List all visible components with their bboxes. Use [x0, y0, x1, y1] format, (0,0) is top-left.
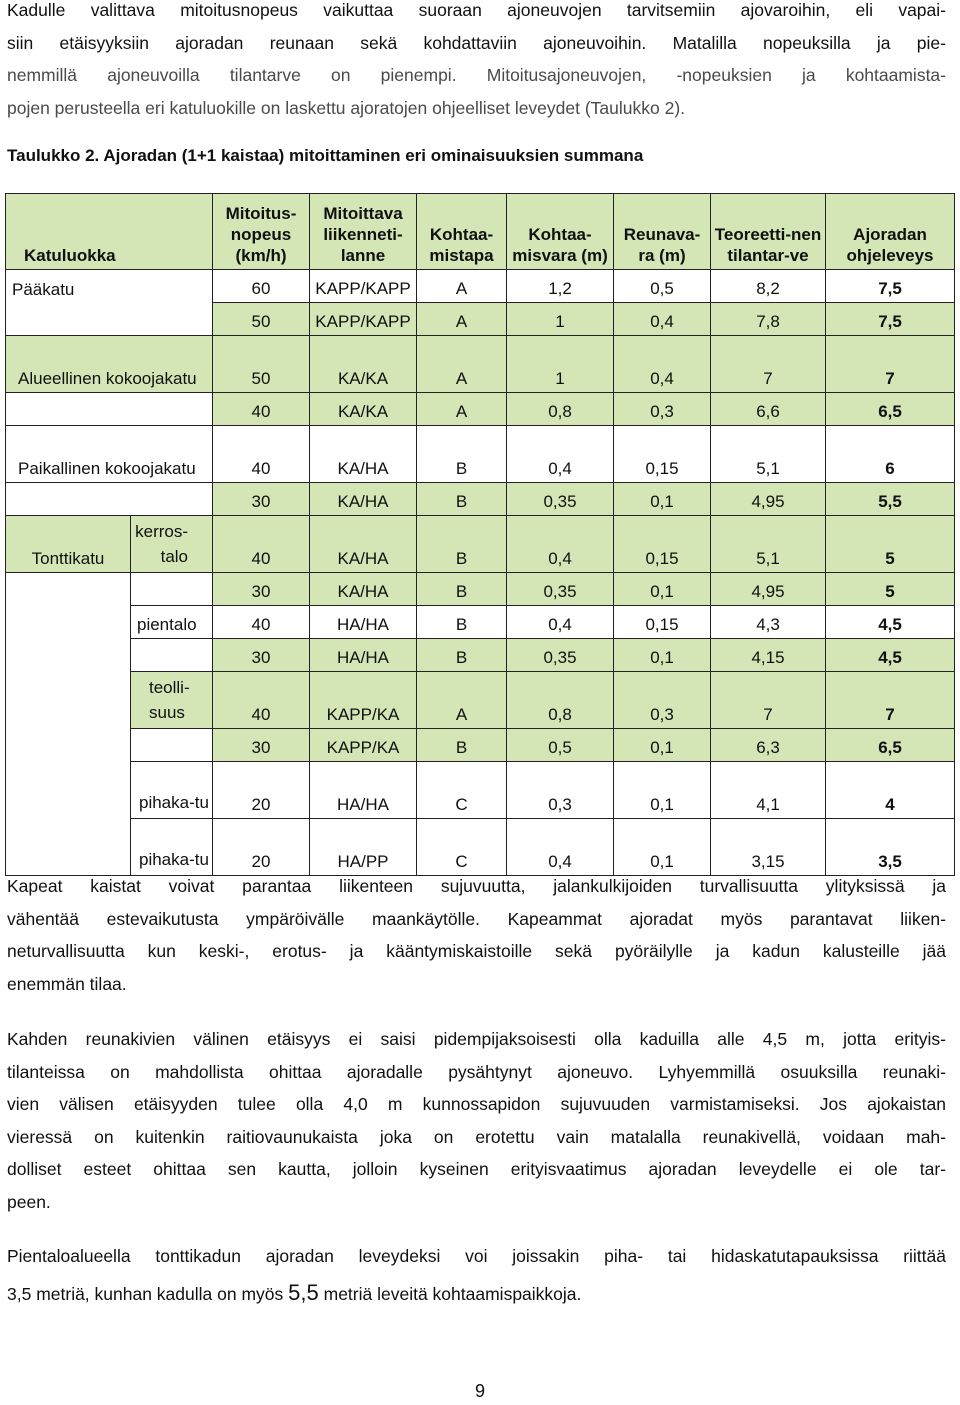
cell-speed: 30	[213, 573, 310, 606]
cell-margin: 0,4	[507, 516, 614, 573]
body-line: enemmän tilaa.	[7, 973, 127, 994]
cell-margin: 0,3	[507, 762, 614, 819]
cell-mode: A	[417, 672, 507, 729]
cell-width: 4,5	[826, 639, 955, 672]
cell-need: 4,95	[711, 483, 826, 516]
cell-margin: 1	[507, 336, 614, 393]
cell-margin: 0,35	[507, 483, 614, 516]
cell-need: 5,1	[711, 516, 826, 573]
cell-width: 5	[826, 573, 955, 606]
body-paragraph	[7, 1023, 946, 1218]
cell-edge: 0,4	[614, 336, 711, 393]
table-row	[6, 393, 955, 426]
intro-line: nemmillä ajoneuvoilla tilantarve on pienempi. Mitoitusajoneuvojen, -nopeuksien ja kohtaamista-	[7, 65, 946, 85]
header-reunavara: Reunava-ra (m)	[614, 194, 711, 270]
cell-need: 4,3	[711, 606, 826, 639]
header-kohtaamisvara: Kohtaa-misvara (m)	[507, 194, 614, 270]
cell-width: 5	[826, 516, 955, 573]
cell-speed: 40	[213, 672, 310, 729]
cell-traffic: HA/PP	[310, 819, 417, 876]
cell-speed: 40	[213, 393, 310, 426]
cell-mode: B	[417, 426, 507, 483]
intro-line: Kadulle valittava mitoitusnopeus vaikuttaa suoraan ajoneuvojen tarvitsemiin ajovaroihin, eli vapai-	[7, 0, 946, 20]
cell-width: 6	[826, 426, 955, 483]
cell-category	[6, 606, 131, 639]
cell-need: 7,8	[711, 303, 826, 336]
body-line: Pientaloalueella tonttikadun ajoradan leveydeksi voi joissakin piha- tai hidaskatutapauksissa riittää	[7, 1246, 946, 1266]
cell-edge: 0,1	[614, 573, 711, 606]
cell-edge: 0,1	[614, 639, 711, 672]
cell-edge: 0,4	[614, 303, 711, 336]
cell-mode: B	[417, 606, 507, 639]
body-line: vähentää estevaikutusta ympäröivälle maankäytölle. Kapeammat ajoradat myös parantavat liiken-	[7, 908, 946, 929]
cell-need: 6,6	[711, 393, 826, 426]
header-nopeus: Mitoitus-nopeus (km/h)	[213, 194, 310, 270]
body-line: neturvallisuutta kun keski-, erotus- ja kääntymiskaistoille sekä pyöräilylle ja kadun kalusteille jää	[7, 941, 946, 961]
road-width-table	[5, 193, 955, 876]
cell-margin: 0,4	[507, 819, 614, 876]
table-row	[6, 483, 955, 516]
cell-mode: B	[417, 573, 507, 606]
cell-margin: 0,35	[507, 573, 614, 606]
large-number: 5,5	[288, 1279, 319, 1305]
cell-edge: 0,15	[614, 426, 711, 483]
table-row	[6, 729, 955, 762]
table-row	[6, 819, 955, 876]
cell-category	[6, 672, 131, 729]
cell-subcategory	[131, 639, 213, 672]
cell-edge: 0,15	[614, 606, 711, 639]
cell-category: Paikallinen kokoojakatu	[6, 426, 213, 483]
table-row	[6, 762, 955, 819]
table-row	[6, 303, 955, 336]
cell-subcategory: pihaka-tu	[131, 762, 213, 819]
cell-traffic: KAPP/KAPP	[310, 270, 417, 303]
table-header-row	[6, 194, 955, 270]
table-row	[6, 516, 955, 573]
cell-width: 5,5	[826, 483, 955, 516]
page-number: 9	[474, 1381, 485, 1401]
intro-line: siin etäisyyksiin ajoradan reunaan sekä kohdattaviin ajoneuvoihin. Matalilla nopeuksilla ja pie-	[7, 32, 946, 53]
cell-margin: 0,5	[507, 729, 614, 762]
cell-subcategory: pientalo	[131, 606, 213, 639]
body-line: tilanteissa on mahdollista ohittaa ajoradalle pysähtynyt ajoneuvo. Lyhyemmillä osuuksilla reunaki-	[7, 1061, 946, 1082]
cell-mode: C	[417, 819, 507, 876]
cell-subcategory: kerros-talo	[131, 516, 213, 573]
cell-subcategory: teolli-suus	[131, 672, 213, 729]
cell-speed: 50	[213, 336, 310, 393]
cell-mode: A	[417, 336, 507, 393]
cell-traffic: KA/KA	[310, 336, 417, 393]
cell-margin: 0,8	[507, 672, 614, 729]
intro-line: pojen perusteella eri katuluokille on laskettu ajoratojen ohjeelliset leveydet (Taulukko 2).	[7, 97, 686, 118]
cell-subcategory: pihaka-tu	[131, 819, 213, 876]
cell-traffic: KA/KA	[310, 393, 417, 426]
body-line: Kahden reunakivien välinen etäisyys ei saisi pidempijaksoisesti olla kaduilla alle 4,5 m, jotta erityis-	[7, 1029, 946, 1049]
cell-speed: 50	[213, 303, 310, 336]
cell-speed: 60	[213, 270, 310, 303]
cell-speed: 20	[213, 819, 310, 876]
intro-paragraph	[7, 0, 946, 124]
table-caption: Taulukko 2. Ajoradan (1+1 kaistaa) mitoittaminen eri ominaisuuksien summana	[7, 146, 644, 165]
cell-category	[6, 393, 213, 426]
body-paragraph	[7, 870, 946, 1000]
cell-width: 7,5	[826, 303, 955, 336]
cell-width: 4,5	[826, 606, 955, 639]
cell-edge: 0,5	[614, 270, 711, 303]
cell-mode: C	[417, 762, 507, 819]
body-text: metriä leveitä kohtaamispaikkoja.	[323, 1283, 582, 1304]
cell-need: 7	[711, 336, 826, 393]
cell-subcategory	[131, 573, 213, 606]
table-row	[6, 270, 955, 303]
cell-speed: 20	[213, 762, 310, 819]
cell-mode: A	[417, 303, 507, 336]
body-text: 3,5 metriä, kunhan kadulla on myös	[7, 1283, 284, 1304]
cell-traffic: KA/HA	[310, 426, 417, 483]
cell-width: 6,5	[826, 393, 955, 426]
table-row	[6, 639, 955, 672]
cell-traffic: KA/HA	[310, 516, 417, 573]
body-line: peen.	[7, 1191, 51, 1212]
cell-margin: 0,35	[507, 639, 614, 672]
cell-speed: 30	[213, 483, 310, 516]
cell-traffic: KA/HA	[310, 573, 417, 606]
cell-traffic: KAPP/KA	[310, 672, 417, 729]
cell-need: 4,1	[711, 762, 826, 819]
cell-speed: 40	[213, 606, 310, 639]
cell-need: 8,2	[711, 270, 826, 303]
cell-speed: 30	[213, 729, 310, 762]
cell-edge: 0,3	[614, 672, 711, 729]
cell-width: 7,5	[826, 270, 955, 303]
cell-traffic: HA/HA	[310, 639, 417, 672]
cell-margin: 0,4	[507, 426, 614, 483]
cell-width: 4	[826, 762, 955, 819]
cell-width: 7	[826, 672, 955, 729]
cell-need: 4,95	[711, 573, 826, 606]
cell-edge: 0,1	[614, 729, 711, 762]
cell-need: 6,3	[711, 729, 826, 762]
cell-traffic: KAPP/KA	[310, 729, 417, 762]
table-row	[6, 426, 955, 483]
cell-need: 5,1	[711, 426, 826, 483]
table-row	[6, 672, 955, 729]
cell-margin: 0,4	[507, 606, 614, 639]
cell-category	[6, 303, 213, 336]
cell-mode: B	[417, 483, 507, 516]
cell-need: 7	[711, 672, 826, 729]
cell-category: Alueellinen kokoojakatu	[6, 336, 213, 393]
cell-category	[6, 762, 131, 819]
cell-subcategory	[131, 729, 213, 762]
cell-need: 4,15	[711, 639, 826, 672]
cell-speed: 30	[213, 639, 310, 672]
cell-category: Tonttikatu	[6, 516, 131, 573]
cell-edge: 0,15	[614, 516, 711, 573]
cell-need: 3,15	[711, 819, 826, 876]
body-line: vieressä on kuitenkin raitiovaunukaista joka on erotettu vain matalalla reunakivellä, voidaan mah-	[7, 1126, 946, 1147]
cell-margin: 1,2	[507, 270, 614, 303]
cell-category	[6, 729, 131, 762]
cell-traffic: KAPP/KAPP	[310, 303, 417, 336]
cell-mode: B	[417, 639, 507, 672]
cell-margin: 0,8	[507, 393, 614, 426]
cell-category	[6, 639, 131, 672]
cell-category: Pääkatu	[6, 270, 213, 303]
cell-traffic: HA/HA	[310, 762, 417, 819]
cell-edge: 0,3	[614, 393, 711, 426]
cell-mode: A	[417, 270, 507, 303]
cell-width: 7	[826, 336, 955, 393]
cell-mode: B	[417, 729, 507, 762]
cell-traffic: HA/HA	[310, 606, 417, 639]
header-kohtaamistapa: Kohtaa-mistapa	[417, 194, 507, 270]
header-liikenne: Mitoittava liikenneti-lanne	[310, 194, 417, 270]
body-line: dolliset esteet ohittaa sen kautta, jolloin kyseinen erityisvaatimus ajoradan leveydelle ei ole tar-	[7, 1159, 946, 1179]
cell-mode: B	[417, 516, 507, 573]
cell-width: 6,5	[826, 729, 955, 762]
cell-edge: 0,1	[614, 762, 711, 819]
cell-speed: 40	[213, 516, 310, 573]
cell-category	[6, 819, 131, 876]
body-line: Kapeat kaistat voivat parantaa liikenteen sujuvuutta, jalankulkijoiden turvallisuutta ylityksissä ja	[7, 876, 946, 896]
body-paragraph	[7, 1240, 946, 1310]
table-row	[6, 573, 955, 606]
body-line	[7, 1277, 946, 1311]
cell-mode: A	[417, 393, 507, 426]
cell-margin: 1	[507, 303, 614, 336]
cell-edge: 0,1	[614, 819, 711, 876]
cell-width: 3,5	[826, 819, 955, 876]
cell-category	[6, 483, 213, 516]
header-tilantarve: Teoreetti-nen tilantar-ve	[711, 194, 826, 270]
cell-speed: 40	[213, 426, 310, 483]
cell-category	[6, 573, 131, 606]
header-leveys: Ajoradan ohjeleveys	[826, 194, 955, 270]
body-line: vien välisen etäisyyden tulee olla 4,0 m kunnossapidon sujuvuuden varmistamiseksi. Jos ajokaistan	[7, 1094, 946, 1114]
cell-edge: 0,1	[614, 483, 711, 516]
table-row	[6, 606, 955, 639]
header-katuluokka: Katuluokka	[6, 194, 213, 270]
table-row	[6, 336, 955, 393]
cell-traffic: KA/HA	[310, 483, 417, 516]
